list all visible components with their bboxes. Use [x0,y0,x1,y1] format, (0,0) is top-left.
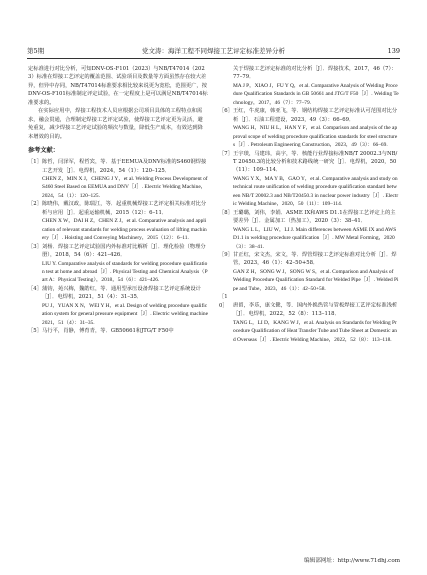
reference-entry [219,293,399,344]
reference-cn: 王璐璐，刘伟，李娟．ASME IX和AWS D1.1在焊接工艺评定上的主要差异［J］．金属加工（热加工），2020（3）：38–41． [233,209,396,225]
reference-entry [219,107,399,149]
reference-continuation [219,65,399,107]
reference-cn: 陈哲，闫泽军，程哲宾，等．基于EEMUA及DNV标准的S460钢焊接工艺开发［J］．电焊机，2024，54（1）：120–125． [42,159,207,174]
reference-entry [219,209,399,251]
reference-en: PU J，YUAN X N，WEI Y H，et al. Design of welding procedure qualification system for general pressure equipment［J］. Electric welding machine2021，51（4）：31–35. [42,302,209,326]
right-column [219,65,399,344]
reference-entry [219,251,399,293]
reference-entry [28,243,208,285]
body-paragraph: 定标准进行对比分析，可知DNV-OS-F101（2023）与NB/T47014（2023）标准在焊接工艺评定的覆盖范围、试验项目及数量等方面虽然存在较大差异，但异中存同，NB/T47014标准要求相比较来说更为宽松，范围更广，按DNV-OS-F101标准制定评定试验，在一定程度上是可以满足NB/T47014标准要求的。 [28,66,208,106]
reference-en: CHEN Z，MIN X J，CHENG J Y，et al. Welding Process Development of S460 Steel Based on EEMUA and DNV［J］. Electric Welding Machine，2024，54（1）：120–125. [42,175,208,199]
reference-en: MA J P，XIAO J，FU Y Q，et al. Comparative Analysis of Welding Procedure Qualification Standards in GB 50661 and JTG/T F50［J］. Welding Technology，2017，46（7）：77–79. [233,82,399,106]
reference-number: ［9］ [219,251,233,258]
reference-en: CHEN X W，DAI H Z，CHEN Z J，et al. Comparative analysis and application of relevant standards for welding process evaluation of lifting machinery［J］. Hoisting and Conveying Machinery，2015（12）：6–11. [42,218,207,242]
reference-number: ［7］ [219,150,233,157]
reference-en: LIU Y. Comparative analysis of standards for welding procedure qualification test at home and abroad［J］. Physical Testing and Chemical Analysis（Part A：Physical Testing），2018，54（6）：421–426. [42,260,208,284]
reference-en: WANG H，NIU H L，HAN Y F，et al. Comparison and analysis of the approval scope of welding procedure qualification standards for steel structures［J］. Petroleum Engineering Construction，2023，49（3）：66–69. [233,125,398,149]
reference-cn: 马行平，肖静，傅育青，等．GB50661和JTG/T F50中 [42,328,174,335]
reference-number: ［3］ [28,243,42,250]
reference-entry [28,200,208,242]
reference-number: ［1］ [28,159,42,166]
journal-website-footer: 编辑部网址：http://www.71dhj.com [304,558,400,564]
reference-number: ［8］ [219,209,233,216]
references-heading: 参考文献： [28,147,59,155]
reference-cn: 唐留，李乐，康文健，等．国内外换热管与管板焊接工艺评定标准浅析［J］．电焊机，2022，52（8）：113–118． [233,302,398,318]
reference-cn: 关于焊接工艺评定标准的对比分析［J］．焊接技术，2017，46（7）：77–79． [233,66,397,81]
reference-number: ［4］ [28,285,42,292]
reference-number: ［5］ [28,328,42,335]
page-number: 139 [387,47,400,55]
reference-cn: 甘正红，宋文杰，宋文，等．焊管焊接工艺评定标准对比分析［J］．焊管，2023，46（1）：42–50+58． [233,251,397,267]
reference-cn: 陈晓伟，戴汉政，陈瑞江，等．起重机械焊接工艺评定相关标准对比分析与应用［J］．起重运输机械，2015（12）：6–11． [42,201,207,216]
reference-cn: 蒲钧，苑兴梅，魏皓红，等．通用型承压设备焊接工艺评定系统设计［J］．电焊机，2021，51（4）：31–35． [42,285,201,301]
reference-entry [219,150,399,209]
reference-cn: 王宇琰，马建玮，高宇，等．核能行业焊接标准NB/T 20002.3与NB/T 20450.3的比较分析和技术路线统一研究［J］．电焊机，2020，50（11）：109–114． [233,150,398,174]
reference-entry [28,158,208,200]
reference-number: ［10］ [219,294,228,309]
reference-en: GAN Z H，SONG W J，SONG W S，et al. Comparison and Analysis of Welding Procedure Qualification Standard for Welded Pipe［J］. Welded Pipe and Tube，2023，46（1）：42–50+58. [233,268,399,292]
reference-number: ［2］ [28,201,42,208]
reference-en: TANG L，LI D，KANG W J，et al. Analysis on Standards for Welding Procedure Qualification of Heat Transfer Tube and Tube Sheet at Domestic and Overseas［J］. Electric Welding Machine，2022，52（8）：113–118. [233,319,397,343]
issue-number: 第5期 [27,47,45,55]
running-header [27,46,400,58]
header-rule [27,58,400,59]
running-title: 党文涛：海洋工程不同焊接工艺评定标准差异分析 [142,47,285,55]
reference-cn: 刘杨．焊接工艺评定试验国内外标准对比解析［J］．理化检验（物理分册），2018，54（6）：421–426． [42,243,206,259]
body-paragraph: 在实际应用中，焊接工程技术人员应根据公司项目具体的工程特点和需求，融会贯通，合理制定焊接工艺评定试验，使焊接工艺评定更为灵活，避免重复，减少焊接工艺评定试验的频次与数量，降低生产成本，有效达到降本增效的目的。 [28,108,203,140]
left-column [28,65,208,336]
reference-entry [28,327,208,335]
reference-en: WANG L L，LIU W，LI J. Main differences between ASME IX and AWS D1.1 in welding procedure qualification［J］. MW Metal Forming，2020（3）：38–41. [233,226,397,250]
reference-cn: 王红，牛虎康，韩亚飞，等．钢结构焊接工艺评定标准认可范围对比分析［J］．石油工程建设，2023，49（3）：66–69． [233,108,398,123]
reference-en: WANG Y X，MA Y B，GAO Y，et al. Comparative analysis and study on technical route unification of welding procedure qualification standard between NB/T 20002.3 and NB/T20450.3 in nuclear power industry［J］. Electric Welding Machine，2020，50（11）：109–114. [233,175,399,208]
reference-entry [28,285,208,327]
reference-number: ［6］ [219,108,233,115]
